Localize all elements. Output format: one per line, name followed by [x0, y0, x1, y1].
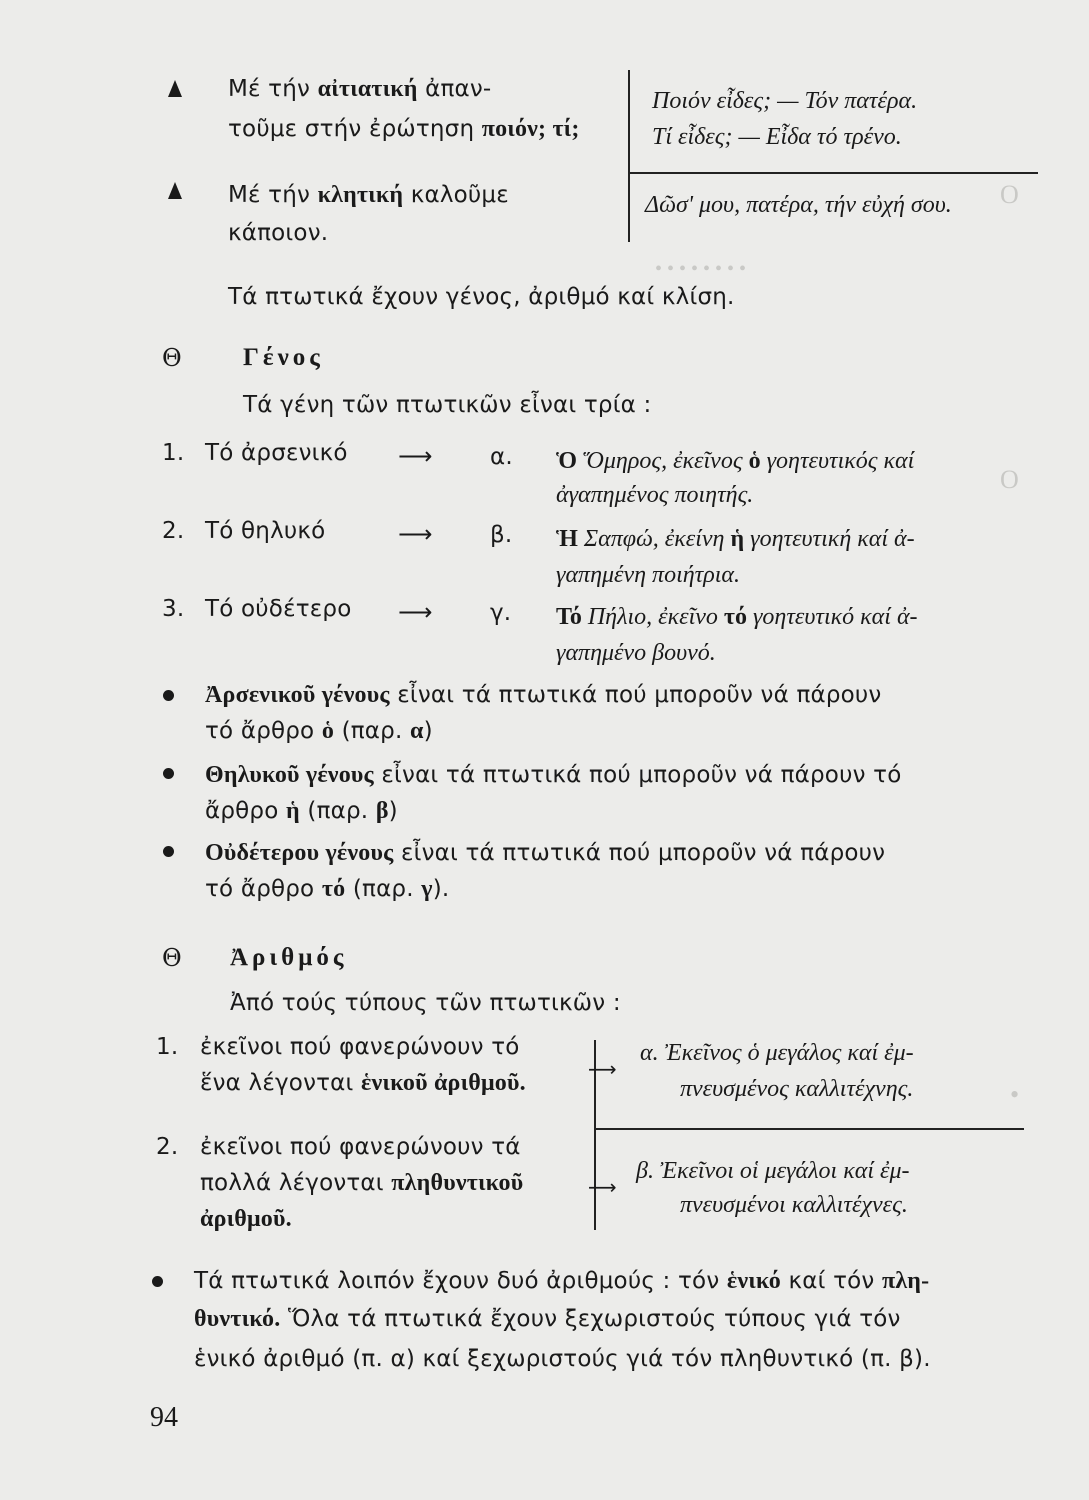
bullet-masculine-line-2: τό ἄρθρο ὁ (παρ. α)	[205, 718, 433, 744]
bullet-dot-icon	[163, 846, 174, 857]
triangle-bullet-icon	[168, 80, 182, 97]
vocative-example: Δῶσ' μου, πατέρα, τήν εὐχή σου.	[645, 192, 952, 218]
bullet-neuter-line-1: Οὐδέτερου γένους εἶναι τά πτωτικά πού μποροῦν νά πάρουν	[205, 840, 886, 866]
list-number: 3.	[162, 596, 185, 622]
example-feminine-line-1: Ἡ Σαπφώ, ἐκείνη ἡ γοητευτική καί ἀ-	[556, 526, 915, 552]
right-arrow-icon: ⟶	[398, 520, 433, 548]
gender-label-feminine: Τό θηλυκό	[205, 518, 326, 544]
bullet-masculine-line-1: Ἀρσενικοῦ γένους εἶναι τά πτωτικά πού μποροῦν νά πάρουν	[205, 682, 882, 708]
theta-marker: Θ	[162, 944, 182, 972]
bleed-through: •	[1010, 1080, 1020, 1109]
example-masculine-line-1: Ὁ Ὅμηρος, ἐκεῖνος ὁ γοητευτικός καί	[556, 448, 915, 474]
theta-marker: Θ	[162, 344, 182, 372]
arithmos-subtitle: Ἀπό τούς τύπους τῶν πτωτικῶν :	[230, 990, 621, 1016]
triangle-bullet-icon	[168, 182, 182, 199]
section-heading-genos: Γένος	[243, 344, 324, 371]
bullet-feminine-line-2: ἄρθρο ἡ (παρ. β)	[205, 798, 398, 824]
singular-example-line-2: πνευσμένος καλλιτέχνης.	[680, 1076, 914, 1102]
bold-term: αἰτιατική	[317, 76, 418, 102]
bold-term: ποιόν; τί;	[481, 116, 580, 142]
singular-example-line-1: α. Ἐκεῖνος ὁ μεγάλος καί ἐμ-	[640, 1040, 914, 1066]
example-letter: β.	[490, 522, 513, 548]
section-heading-arithmos: Ἀριθμός	[230, 944, 348, 971]
vocative-line-2: κάποιον.	[228, 220, 329, 246]
right-arrow-icon: ⟶	[398, 442, 433, 470]
accusative-example-1: Ποιόν εἶδες; — Τόν πατέρα.	[652, 88, 918, 114]
bullet-dot-icon	[152, 1276, 163, 1287]
accusative-line-2: τοῦμε στήν ἐρώτηση ποιόν; τί;	[228, 116, 580, 142]
genos-subtitle: Τά γένη τῶν πτωτικῶν εἶναι τρία :	[243, 392, 652, 418]
gender-label-masculine: Τό ἀρσενικό	[205, 440, 348, 466]
final-line-3: ἑνικό ἀριθμό (π. α) καί ξεχωριστούς γιά τόν πληθυντικό (π. β).	[194, 1346, 931, 1372]
example-letter: γ.	[490, 600, 512, 626]
accusative-example-2: Τί εἶδες; — Εἶδα τό τρένο.	[652, 124, 902, 150]
right-arrow-icon: ⟶	[588, 1057, 617, 1081]
bullet-feminine-line-1: Θηλυκοῦ γένους εἶναι τά πτωτικά πού μποροῦν νά πάρουν τό	[205, 762, 902, 788]
bold-term: κλητική	[317, 182, 404, 208]
bleed-through: O	[1000, 180, 1019, 209]
example-feminine-line-2: γαπημένη ποιήτρια.	[556, 562, 741, 588]
plural-example-line-2: πνευσμένοι καλλιτέχνες.	[680, 1192, 908, 1218]
bleed-through: O	[1000, 465, 1019, 494]
plural-line-1: ἐκεῖνοι πού φανερώνουν τά	[200, 1134, 521, 1160]
final-line-2: θυντικό. Ὅλα τά πτωτικά ἔχουν ξεχωριστούς τύπους γιά τόν	[194, 1306, 901, 1332]
list-number: 2.	[156, 1134, 179, 1160]
bullet-dot-icon	[163, 690, 174, 701]
list-number: 1.	[156, 1034, 179, 1060]
list-number: 2.	[162, 518, 185, 544]
plural-example-line-1: β. Ἐκεῖνοι οἱ μεγάλοι καί ἐμ-	[636, 1158, 910, 1184]
example-neuter-line-2: γαπημένο βουνό.	[556, 640, 716, 666]
example-masculine-line-2: ἀγαπημένος ποιητής.	[556, 482, 754, 508]
bullet-dot-icon	[163, 768, 174, 779]
bleed-through: • • • • • • • •	[655, 258, 747, 280]
right-arrow-icon: ⟶	[398, 598, 433, 626]
table-divider-horizontal	[628, 172, 1038, 174]
gender-label-neuter: Τό οὐδέτερο	[205, 596, 352, 622]
right-arrow-icon: ⟶	[588, 1175, 617, 1199]
intro-sentence: Τά πτωτικά ἔχουν γένος, ἀριθμό καί κλίση.	[228, 284, 735, 310]
table-divider-vertical	[628, 70, 630, 242]
plural-line-2: πολλά λέγονται πληθυντικοῦ	[200, 1170, 524, 1196]
accusative-line-1: Μέ τήν αἰτιατική ἀπαν-	[228, 76, 492, 102]
singular-line-1: ἐκεῖνοι πού φανερώνουν τό	[200, 1034, 520, 1060]
example-letter: α.	[490, 444, 513, 470]
plural-line-3: ἀριθμοῦ.	[200, 1206, 292, 1232]
vocative-line-1: Μέ τήν κλητική καλοῦμε	[228, 182, 509, 208]
page-number: 94	[150, 1402, 178, 1433]
final-line-1: Τά πτωτικά λοιπόν ἔχουν δυό ἀριθμούς : τόν ἑνικό καί τόν πλη-	[194, 1268, 930, 1294]
example-neuter-line-1: Τό Πήλιο, ἐκεῖνο τό γοητευτικό καί ἀ-	[556, 604, 918, 630]
bullet-neuter-line-2: τό ἄρθρο τό (παρ. γ).	[205, 876, 450, 902]
singular-line-2: ἕνα λέγονται ἑνικοῦ ἀριθμοῦ.	[200, 1070, 526, 1096]
list-number: 1.	[162, 440, 185, 466]
table-divider-horizontal	[594, 1128, 1024, 1130]
